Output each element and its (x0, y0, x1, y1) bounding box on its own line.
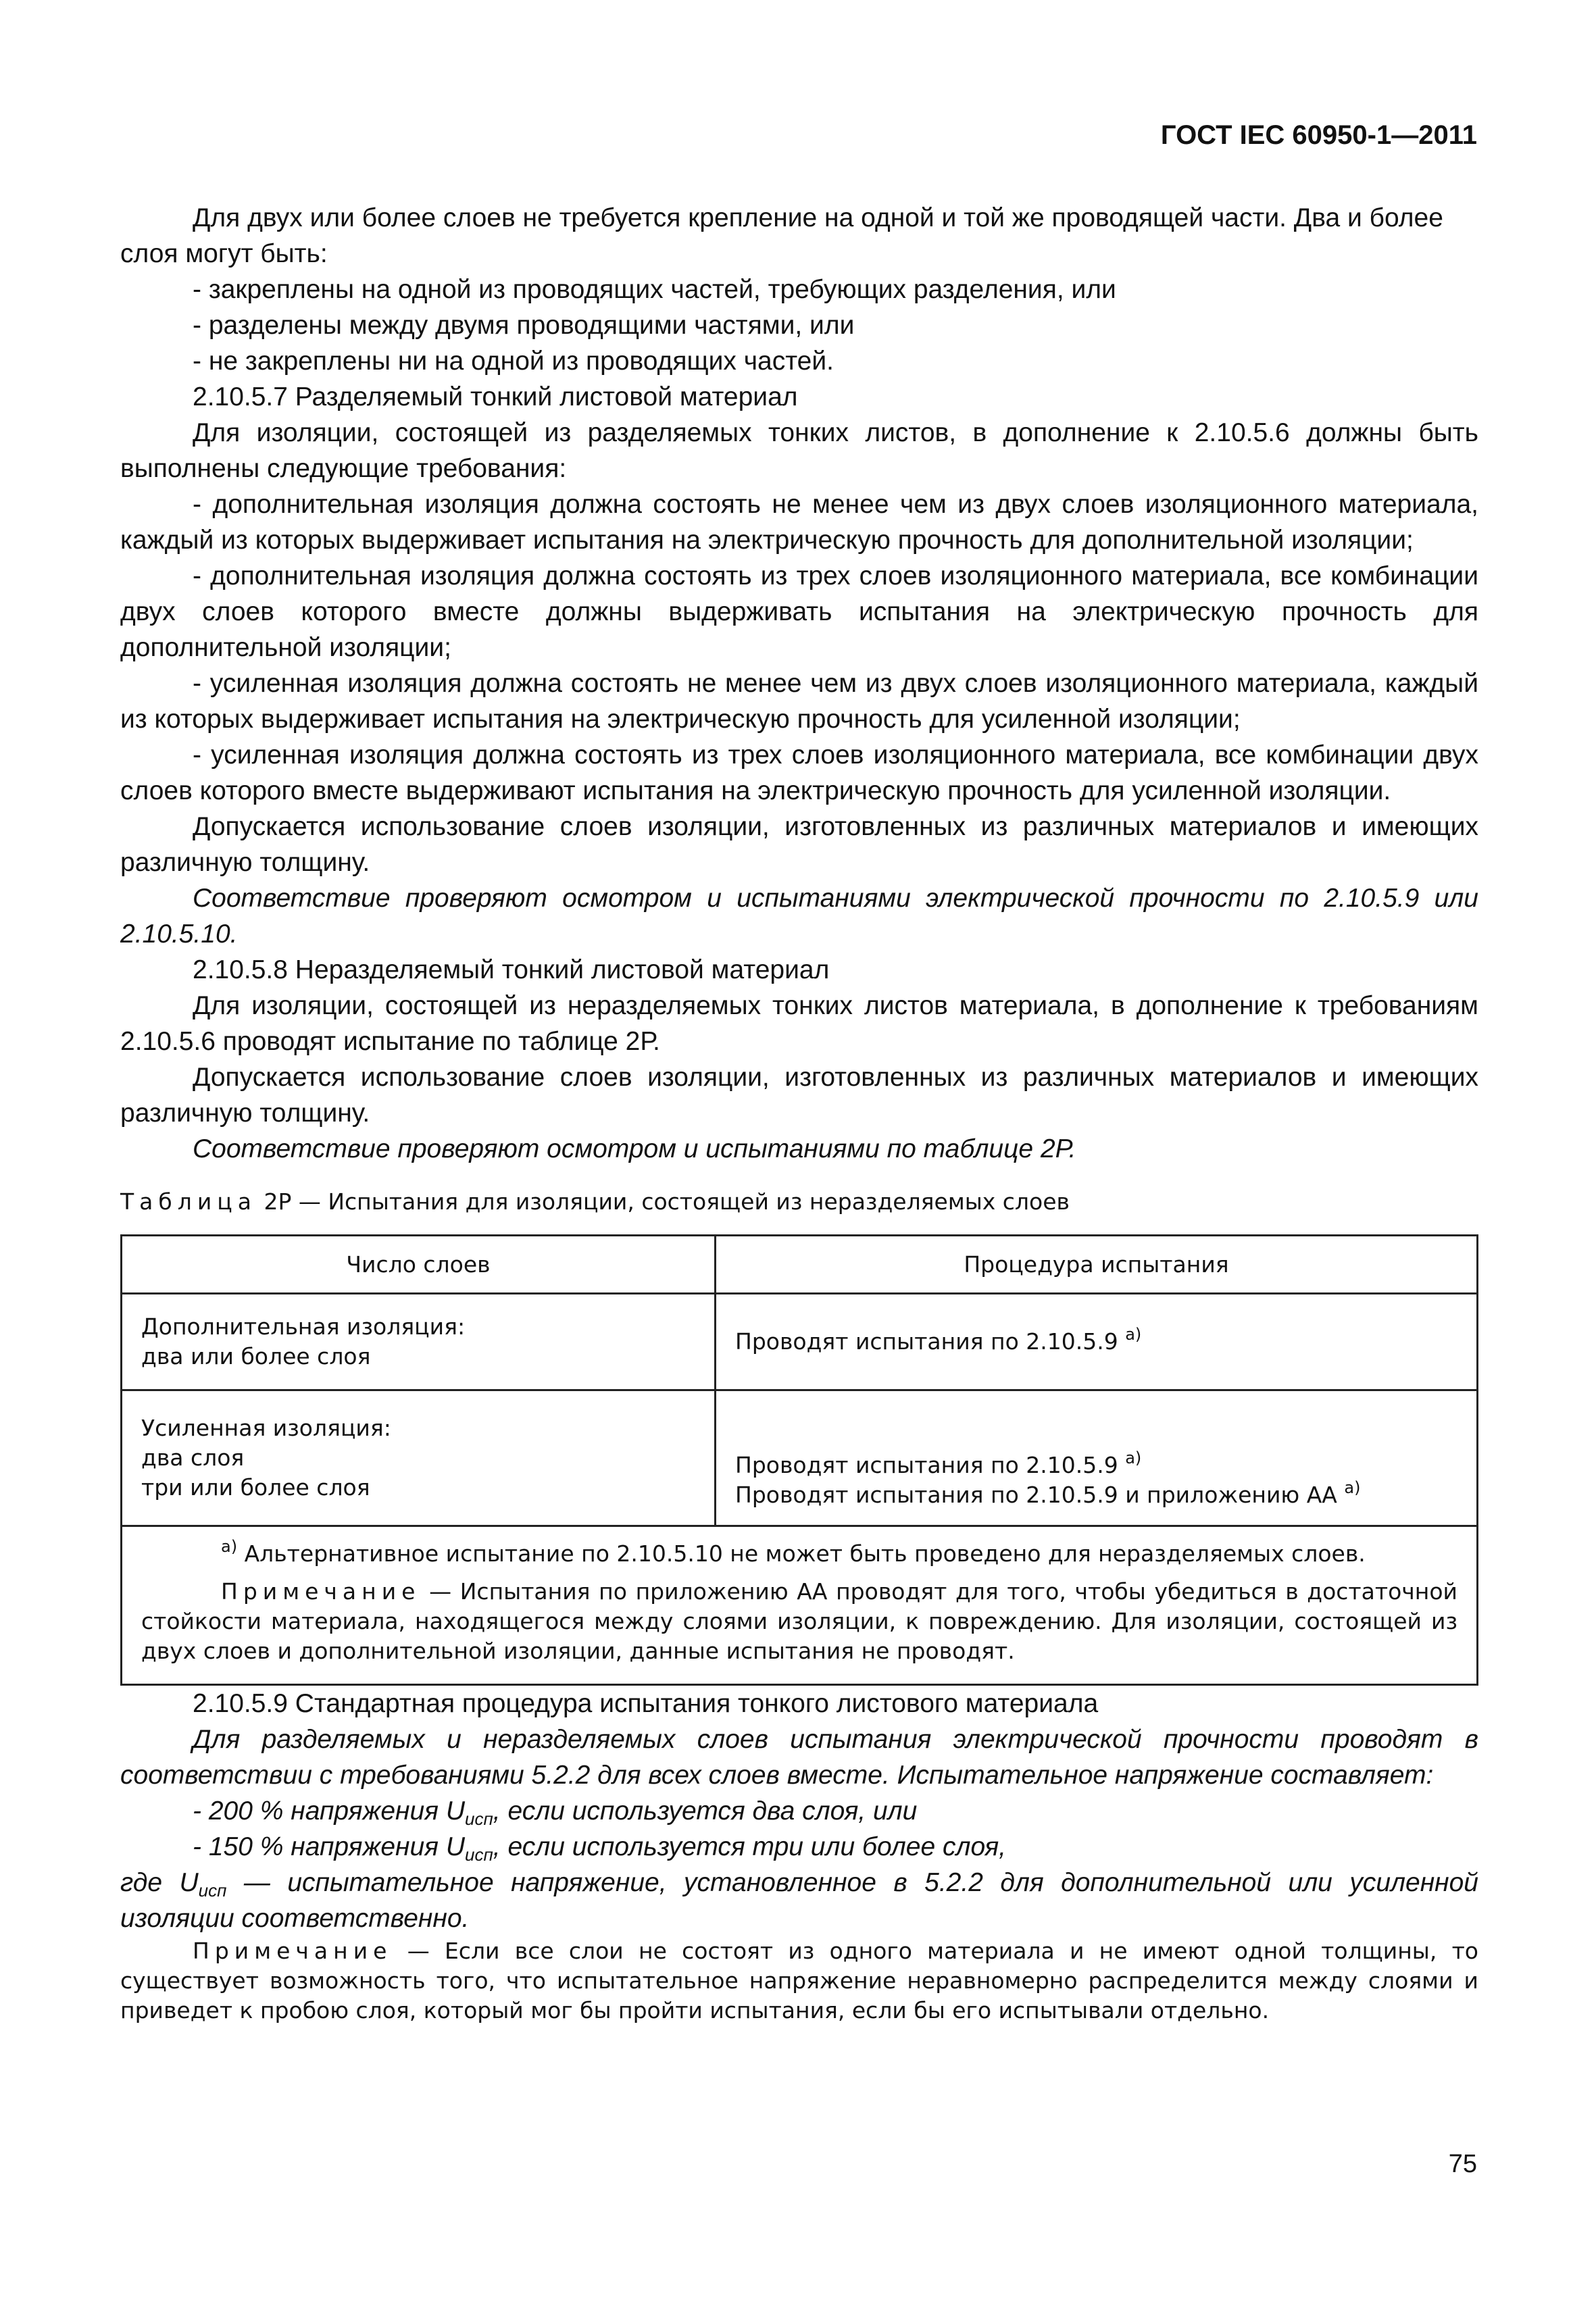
table-footnote-text: Альтернативное испытание по 2.10.5.10 не может быть проведено для неразделяемых слоев. (237, 1540, 1366, 1567)
footnote-mark: а) (221, 1537, 238, 1556)
text-segment: - 200 % напряжения U (193, 1796, 466, 1826)
list-item-fixed-on-one: - закреплены на одной из проводящих частей, требующих разделения, или (193, 275, 1116, 304)
paragraph-different-materials: Допускается использование слоев изоляции, изготовленных из различных материалов и имеющих различную толщину. (120, 812, 1478, 877)
note-word: Примечание (221, 1578, 421, 1605)
text-segment: - 150 % напряжения U (193, 1832, 466, 1861)
list-item-supplementary-three-layers: - дополнительная изоляция должна состоять из трех слоев изоляционного материала, все комбинации двух слоев которого вместе должны выдерживать испытания на электрическую прочность для дополнительной изоляции; (120, 561, 1478, 662)
table-cell-supplementary (122, 1294, 716, 1390)
list-item-reinforced-three-layers: - усиленная изоляция должна состоять из трех слоев изоляционного материала, все комбинации двух слоев которого вместе выдерживают испытания на электрическую прочность для усиленной изоляции. (120, 740, 1478, 805)
footnote-mark: а) (1344, 1478, 1361, 1497)
section-title-2-10-5-8: 2.10.5.8 Неразделяемый тонкий листовой материал (193, 955, 830, 984)
paragraph-where-definition (120, 1865, 1478, 1936)
table-footnote (141, 1539, 1457, 1569)
text-segment: , если используется три или более слоя, (493, 1832, 1006, 1861)
list-item-not-fixed: - не закреплены ни на одной из проводящих частей. (193, 347, 834, 376)
page-number: 75 (1448, 2150, 1477, 2178)
cell-text: Проводят испытания по 2.10.5.9 (735, 1328, 1118, 1355)
section-title-2-10-5-7: 2.10.5.7 Разделяемый тонкий листовой материал (193, 382, 798, 411)
footnote-mark: а) (1125, 1325, 1142, 1344)
paragraph-compliance-check-1: Соответствие проверяют осмотром и испытаниями электрической прочности по 2.10.5.9 или 2.10.5.10. (120, 884, 1478, 949)
table-row (122, 1390, 1478, 1526)
cell-text: Дополнительная изоляция: (141, 1313, 466, 1340)
list-item-150-percent (120, 1829, 1478, 1865)
table-note (141, 1577, 1457, 1666)
list-item-supplementary-two-layers: - дополнительная изоляция должна состоять не менее чем из двух слоев изоляционного материала, каждый из которых выдерживает испытания на электрическую прочность для дополнительной изоляции; (120, 490, 1478, 555)
note-word: Примечание (193, 1938, 393, 1964)
paragraph-layers-intro-line2: слоя могут быть: (120, 239, 328, 268)
cell-text: два слоя (141, 1444, 245, 1471)
table-caption-text: 2Р — Испытания для изоляции, состоящей из неразделяемых слоев (256, 1188, 1070, 1215)
list-item-200-percent (120, 1793, 1478, 1829)
paragraph-non-separable-requirements: Для изоляции, состоящей из неразделяемых тонких листов материала, в дополнение к требованиям 2.10.5.6 проводят испытание по таблице 2Р. (120, 991, 1478, 1056)
table-row (122, 1294, 1478, 1390)
text-segment: — испытательное напряжение, установленное в 5.2.2 для дополнительной или усиленной изоляции соответственно. (120, 1868, 1478, 1933)
table-header-row (122, 1236, 1478, 1294)
paragraph-layers-intro (120, 200, 1478, 272)
table-notes (122, 1526, 1478, 1685)
footnote-mark: а) (1125, 1449, 1142, 1467)
paragraph-test-procedure: Для разделяемых и неразделяемых слоев испытания электрической прочности проводят в соответствии с требованиями 5.2.2 для всех слоев вместе. Испытательное напряжение составляет: (120, 1725, 1478, 1790)
text-segment: где U (120, 1868, 199, 1897)
subscript: исп (198, 1880, 227, 1901)
subscript: исп (465, 1809, 493, 1829)
cell-text: Проводят испытания по 2.10.5.9 и приложению АА (735, 1482, 1337, 1508)
table-notes-row (122, 1526, 1478, 1685)
table-header-procedure: Процедура испытания (716, 1236, 1478, 1294)
table-2p (120, 1234, 1478, 1686)
list-item-reinforced-two-layers: - усиленная изоляция должна состоять не менее чем из двух слоев изоляционного материала, каждый из которых выдерживает испытания на электрическую прочность для усиленной изоляции; (120, 669, 1478, 734)
table-cell-reinforced (122, 1390, 716, 1526)
cell-text: Проводят испытания по 2.10.5.9 (735, 1452, 1118, 1478)
cell-text: два или более слоя (141, 1343, 371, 1369)
bottom-note (120, 1936, 1478, 2026)
section-title-2-10-5-9: 2.10.5.9 Стандартная процедура испытания тонкого листового материала (193, 1689, 1099, 1718)
document-code-header: ГОСТ IEC 60950-1—2011 (1160, 120, 1477, 150)
bottom-note-text: — Если все слои не состоят из одного материала и не имеют одной толщины, то существует возможность того, что испытательное напряжение неравномерно распределится между слоями и приведет к пробою слоя, который мог бы пройти испытания, если бы его испытывали отдельно. (120, 1938, 1478, 2023)
paragraph-compliance-check-2: Соответствие проверяют осмотром и испытаниями по таблице 2Р. (193, 1134, 1076, 1163)
table-note-text: — Испытания по приложению АА проводят для того, чтобы убедиться в достаточной стойкости материала, находящегося между слоями изоляции, к повреждению. Для изоляции, состоящей из двух слоев и дополнительной изоляции, данные испытания не проводят. (141, 1578, 1457, 1664)
cell-text: три или более слоя (141, 1474, 370, 1501)
paragraph-different-materials-2: Допускается использование слоев изоляции, изготовленных из различных материалов и имеющих различную толщину. (120, 1063, 1478, 1128)
page-content (120, 200, 1478, 2026)
paragraph-layers-intro-line1: Для двух или более слоев не требуется крепление на одной и той же проводящей части. Два и более (193, 203, 1443, 232)
table-caption-word: Таблица (120, 1188, 257, 1215)
table-cell-procedure-2 (716, 1390, 1478, 1526)
paragraph-separable-requirements: Для изоляции, состоящей из разделяемых тонких листов, в дополнение к 2.10.5.6 должны быть выполнены следующие требования: (120, 418, 1478, 483)
text-segment: , если используется два слоя, или (493, 1796, 918, 1826)
subscript: исп (465, 1844, 493, 1865)
table-cell-procedure-1 (716, 1294, 1478, 1390)
cell-text: Усиленная изоляция: (141, 1415, 391, 1441)
table-caption (120, 1187, 1478, 1217)
table-header-layers: Число слоев (122, 1236, 716, 1294)
list-item-separated: - разделены между двумя проводящими частями, или (193, 311, 855, 340)
